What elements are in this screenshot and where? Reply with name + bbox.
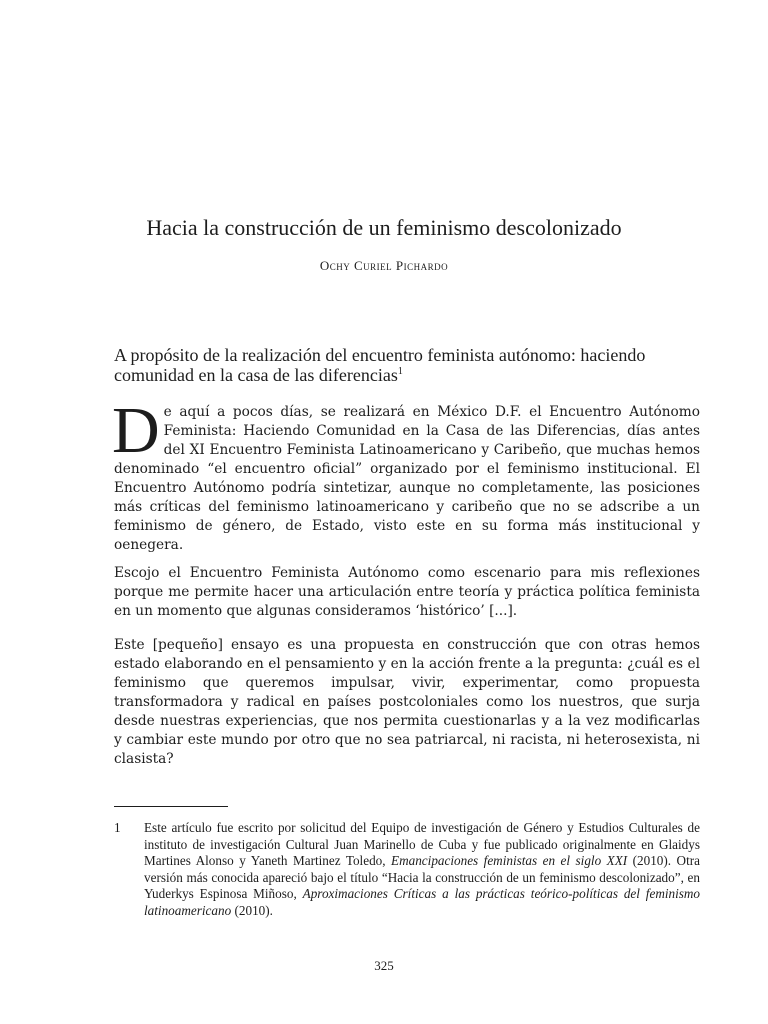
- footnote-divider: [114, 806, 228, 807]
- page-number: 325: [374, 958, 394, 973]
- drop-cap: D: [112, 394, 160, 467]
- section-heading-text: A propósito de la realización del encuentro feminista autónomo: haciendo comunidad en la casa de las diferencias: [114, 345, 646, 385]
- section-heading: [114, 345, 684, 385]
- footnote-title-1: Emancipaciones feministas en el siglo XXI: [391, 853, 628, 868]
- footnote: [114, 820, 700, 919]
- paragraph-1-text: e aquí a pocos días, se realizará en México D.F. el Encuentro Autónomo Feminista: Haciendo Comunidad en la Casa de las Diferencias, días antes del XI Encuentro Feminista Latinoamericano y Caribeño, que muchas hemos denominado “el encuentro oficial” organizado por el feminismo institucional. El Encuentro Autónomo podría sintetizar, aunque no completamente, las posiciones más críticas del feminismo latinoamericano y caribeño que no se adscribe a un feminismo de género, de Estado, visto este en su forma más institucional y oenegera.: [114, 404, 700, 553]
- body-paragraph-3: Este [pequeño] ensayo es una propuesta en construcción que con otras hemos estado elaborando en el pensamiento y en la acción frente a la pregunta: ¿cuál es el feminismo que queremos impulsar, vivir, experimentar, como propuesta transformadora y radical en países postcoloniales como los nuestros, que surja desde nuestras experiencias, que nos permita cuestionarlas y a la vez modificarlas y cambiar este mundo por otro que no sea patriarcal, ni racista, ni heterosexista, ni clasista?: [114, 637, 700, 767]
- footnote-text-part-1: Este artículo fue escrito por solicitud del Equipo de investigación de Género y Estudios Culturales de instituto de investigación Cultural Juan Marinello de Cuba y fue publicado originalmente en Glaidys Martines Alonso y Yaneth Martinez Toledo,: [144, 820, 700, 868]
- footnote-text-part-3: (2010).: [231, 902, 273, 918]
- author-name: Ochy Curiel Pichardo: [319, 258, 449, 273]
- footnote-number: 1: [114, 820, 121, 835]
- footnote-text: [144, 820, 700, 919]
- footnote-text-part-2: (2010). Otra versión más conocida apareció bajo el título “Hacia la construcción de un feminismo descolonizado”, en Yuderkys Espinosa Miñoso,: [144, 853, 700, 901]
- article-title: Hacia la construcción de un feminismo descolonizado: [146, 215, 622, 240]
- footnote-title-2: Aproximaciones Críticas a las prácticas teórico-políticas del feminismo latinoamericano: [144, 886, 701, 918]
- footnote-reference[interactable]: 1: [397, 366, 403, 377]
- body-paragraph-1: [112, 394, 700, 555]
- body-paragraph-2: Escojo el Encuentro Feminista Autónomo como escenario para mis reflexiones porque me permite hacer una articulación entre teoría y práctica política feminista en un momento que algunas consideramos ‘histórico’ [...].: [114, 565, 700, 619]
